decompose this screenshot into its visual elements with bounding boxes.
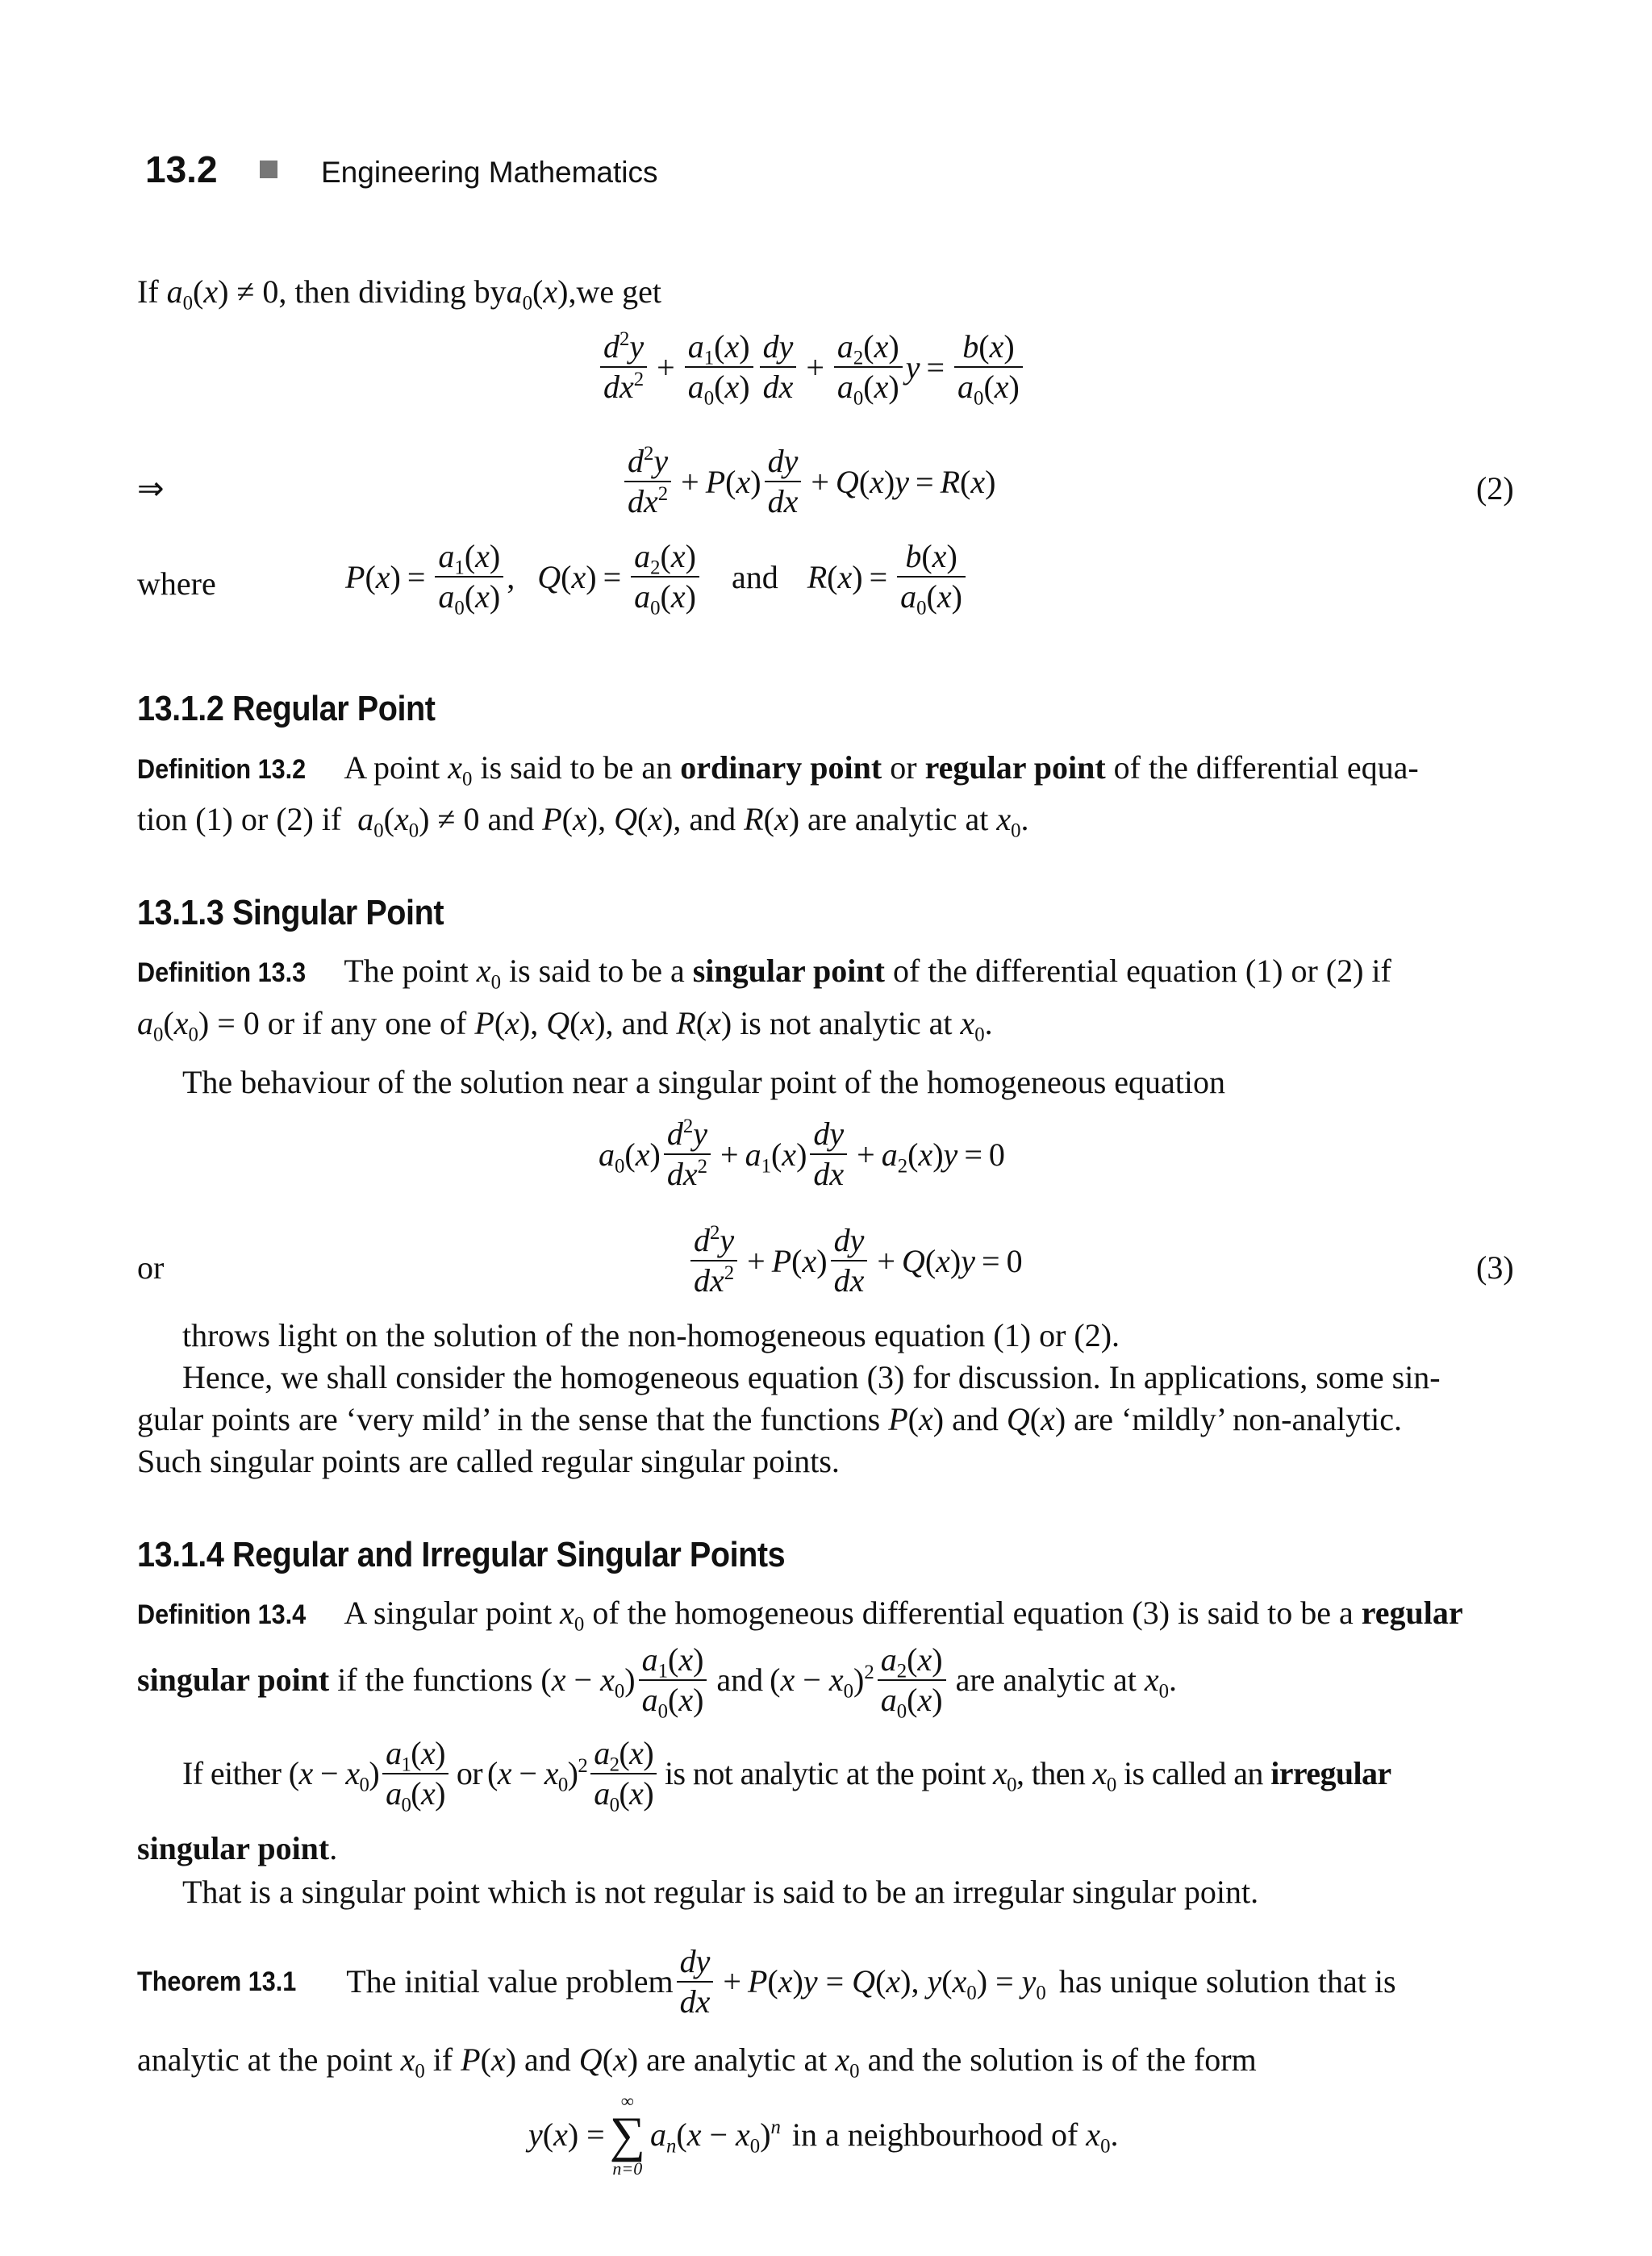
book-title: Engineering Mathematics xyxy=(321,156,658,189)
hence-line1: Hence, we shall consider the homogeneous equation (3) for discussion. In applications, some sin- xyxy=(182,1359,1441,1395)
that-is-line: That is a singular point which is not regular is said to be an irregular singular point. xyxy=(182,1874,1259,1910)
definition-13-2-line2: tion (1) or (2) if $a_0(x_0) \ne 0$ and P(x), Q(x), and R(x) are analytic at $x_0$. xyxy=(137,801,1029,842)
definition-13-2-line1: Definition 13.2 A point $x_0$ is said to be an ordinary point or regular point of the differential equa- xyxy=(137,749,1419,790)
definition-13-3-line2: $a_0(x_0) = 0$ or if any one of P(x), Q(x), and R(x) is not analytic at $x_0$. xyxy=(137,1005,993,1046)
summation-symbol: ∞ ∑ n=0 xyxy=(609,2091,645,2179)
series-solution: y(x) = ∞ ∑ n=0 $a_n(x - x_0)^n$ in a neighbourhood of $x_0$. xyxy=(528,2091,1119,2179)
definition-13-4-line1: Definition 13.4 A singular point $x_0$ of the homogeneous differential equation (3) is said to be a regular xyxy=(137,1595,1463,1636)
definition-label: Definition 13.3 xyxy=(137,957,307,988)
and-label: and xyxy=(731,558,778,595)
irregular-line-end: singular point. xyxy=(137,1830,338,1866)
theorem-label: Theorem 13.1 xyxy=(137,1966,297,1997)
theorem-13-1-line1: Theorem 13.1 The initial value problem $\frac{dy}{dx}$ + P(x)y = Q(x), $y(x_0) = y_0$ has unique solution that is xyxy=(137,1943,1396,2020)
header-square-icon xyxy=(260,161,277,178)
heading-singular-point: 13.1.3 Singular Point xyxy=(137,893,444,932)
throws-light-line: throws light on the solution of the non-homogeneous equation (1) or (2). xyxy=(182,1317,1120,1353)
equation-3-number: (3) xyxy=(1476,1249,1514,1286)
page-number: 13.2 xyxy=(145,148,218,190)
definition-label: Definition 13.2 xyxy=(137,754,307,785)
pqr-definitions: P(x) = $\frac{a_1(x)}{a_0(x)}$ , Q(x) = $\frac{a_2(x)}{a_0(x)}$ and R(x) = $\frac{b(x)}{a_0(x)}$ xyxy=(345,539,969,615)
equation-2: $\frac{d^2y}{dx^2}$ + P(x) $\frac{dy}{dx}$ + Q(x)y = R(x) xyxy=(621,444,995,519)
definition-label: Definition 13.4 xyxy=(137,1599,307,1630)
heading-regular-irregular: 13.1.4 Regular and Irregular Singular Points xyxy=(137,1535,786,1574)
intro-line: If $a_0(x) \ne 0$, then dividing bya$_0$(x),we get xyxy=(137,273,661,315)
definition-13-3-line1: Definition 13.3 The point $x_0$ is said to be a singular point of the differential equation (1) or (2) if xyxy=(137,953,1391,994)
implies-arrow: ⇒ xyxy=(137,470,165,507)
hence-line3: Such singular points are called regular singular points. xyxy=(137,1443,840,1479)
behaviour-paragraph: The behaviour of the solution near a singular point of the homogeneous equation xyxy=(182,1064,1226,1100)
definition-13-4-line2: singular point if the functions $(x - x_0)$ $\frac{a_1(x)}{a_0(x)}$ and $(x - x_0)^2$ $\frac{a_2(x)}{a_0(x)}$ are analytic at $x_0$. xyxy=(137,1641,1178,1723)
theorem-13-1-line2: analytic at the point $x_0$ if P(x) and Q(x) are analytic at $x_0$ and the solution is of the form xyxy=(137,2041,1257,2083)
where-label: where xyxy=(137,565,216,602)
if-either-line: If either $(x - x_0)$ $\frac{a_1(x)}{a_0(x)}$ or $(x - x_0)^2$ $\frac{a_2(x)}{a_0(x)}$ is not analytic at the point $x_0$ , then $x_0$ is called an irregular xyxy=(182,1735,1391,1816)
divided-equation: $\frac{d^2y}{dx^2}$ + $\frac{a_1(x)}{a_0(x)}$ $\frac{dy}{dx}$ + $\frac{a_2(x)}{a_0(x)}$ y = $\frac{b(x)}{a_0(x)}$ xyxy=(597,329,1026,405)
equation-2-number: (2) xyxy=(1476,470,1514,507)
hence-line2: gular points are ‘very mild’ in the sense that the functions P(x) and Q(x) are ‘mildly’ non-analytic. xyxy=(137,1401,1403,1437)
heading-regular-point: 13.1.2 Regular Point xyxy=(137,689,436,728)
homogeneous-equation: $a_0(x)$ $\frac{d^2y}{dx^2}$ + $a_1(x)$ $\frac{dy}{dx}$ + $a_2(x)y$ = 0 xyxy=(599,1115,1005,1192)
or-label: or xyxy=(137,1249,165,1286)
equation-3: $\frac{d^2y}{dx^2}$ + P(x) $\frac{dy}{dx}$ + Q(x)y = 0 xyxy=(687,1223,1023,1299)
